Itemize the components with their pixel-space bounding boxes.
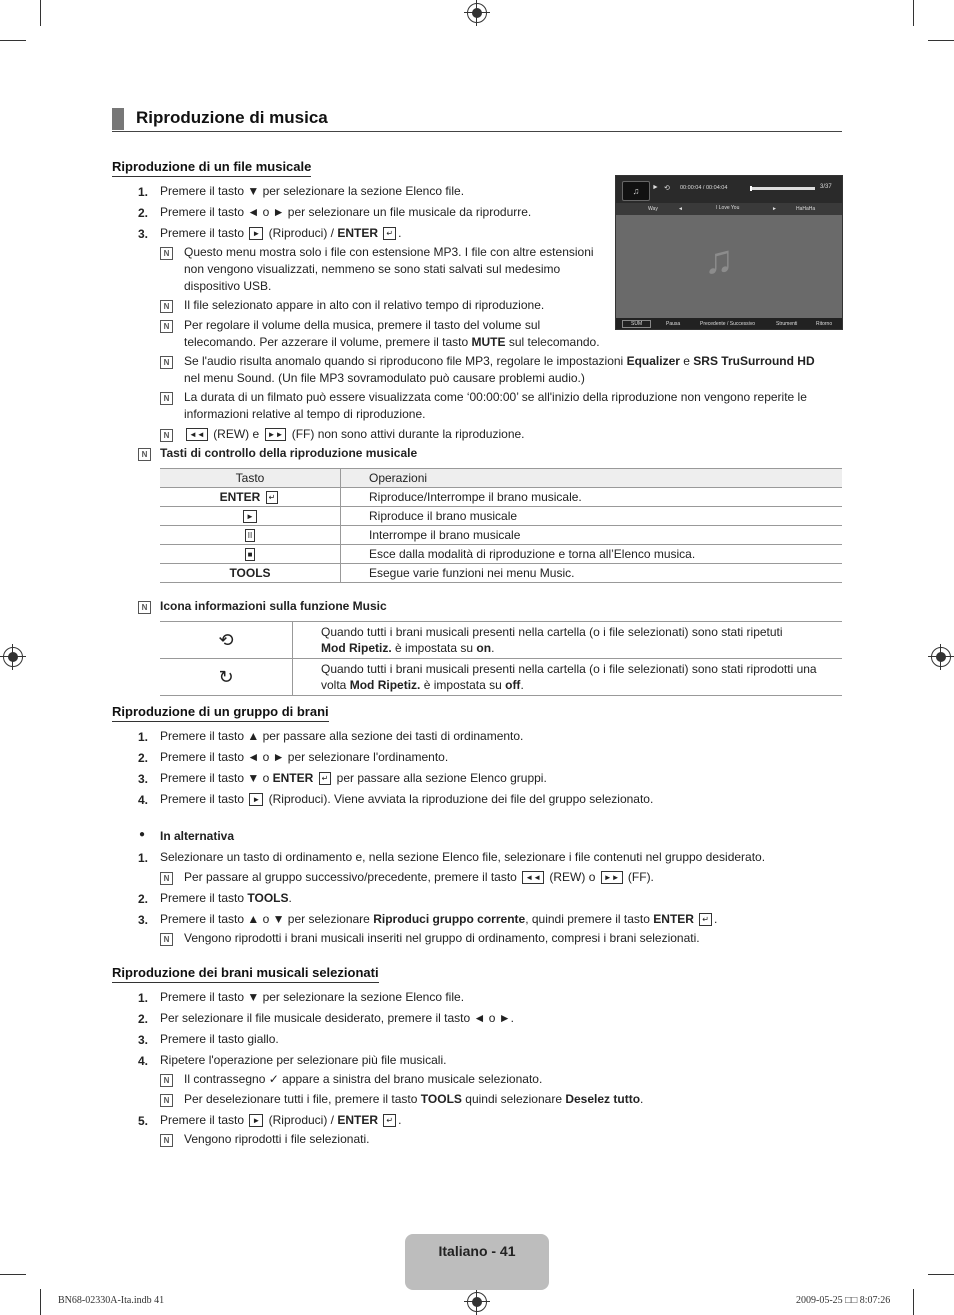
note-icon: N [160,356,173,369]
title-rule [112,131,842,132]
table-row [160,622,842,659]
music-disc-icon: ♫ [622,181,650,201]
registration-mark-icon [467,3,487,23]
step-number: 1. [138,185,149,199]
music-info-icons-table [160,621,842,696]
sum-badge: SUM [622,320,651,328]
table-row [160,659,842,696]
option-label: Riproduci gruppo corrente [373,912,526,926]
srs-label: SRS TruSurround HD [693,354,815,368]
text: (REW) o [549,870,596,884]
section-heading: Riproduzione di un gruppo di brani [112,704,329,722]
enter-label: ENTER [653,912,694,926]
registration-mark-icon [931,647,951,667]
date-slug: 2009-05-25 □□ 8:07:26 [796,1295,891,1306]
section-heading: Riproduzione dei brani musicali selezionati [112,965,379,983]
note-text [184,353,844,387]
note-icon: N [160,872,173,885]
note-icon: N [160,1134,173,1147]
step-number: 1. [138,851,149,865]
text: (REW) e [213,427,260,441]
step-number: 2. [138,751,149,765]
player-bottom-bar [616,318,842,329]
text: Per passare al gruppo successivo/precedente, premere il tasto [184,870,517,884]
note-icon: N [160,300,173,313]
text: (FF). [627,870,654,884]
line: Mod Ripetiz. è impostata su on. [321,641,495,655]
step-text: Premere il tasto ◄ o ► per selezionare un file musicale da riprodurre. [160,205,532,219]
text: appare a sinistra del brano musicale selezionato. [282,1072,543,1086]
text: , quindi premere il tasto [525,912,650,926]
mute-label: MUTE [471,335,506,349]
text: (Riproduci) / [268,226,334,240]
line: non vengono visualizzati, nemmeno se sono stati salvati sul medesimo [184,262,561,276]
section-heading: Riproduzione di un file musicale [112,159,311,177]
step-text: Premere il tasto ◄ o ► per selezionare l'ordinamento. [160,750,449,764]
play-key-icon: ► [249,793,263,806]
control-keys-table [160,468,842,583]
table-row [160,488,842,507]
music-player-screenshot [615,175,843,330]
music-note-icon: ♫ [704,238,734,282]
table-cell: Interrompe il brano musicale [341,526,843,545]
step-text: Premere il tasto ▲ o ▼ per selezionare Riproduci gruppo corrente, quindi premere il tasto ENTER ↵ . [160,912,718,926]
step-number: 2. [138,206,149,220]
tools-hint: Strumenti [776,321,798,327]
key-label: ENTER [219,489,261,504]
text: per passare alla sezione Elenco gruppi. [336,771,547,785]
title-bar [112,108,124,130]
note-text [184,389,844,423]
play-key-icon: ► [243,510,257,523]
step-text: Premere il tasto ► (Riproduci) / ENTER ↵ . [160,226,402,240]
step-number: 3. [138,913,149,927]
text: Premere il tasto ▼ o [160,771,270,785]
text: Premere il tasto [160,1113,245,1127]
step-text: Premere il tasto ▲ per passare alla sezione dei tasti di ordinamento. [160,729,524,743]
step-number: 3. [138,772,149,786]
tools-label: TOOLS [247,891,289,905]
rew-key-icon: ◄◄ [186,428,208,441]
table-cell: Esce dalla modalità di riproduzione e torna all’Elenco musica. [341,545,843,564]
rew-key-icon: ◄◄ [522,871,544,884]
current-track: I Love You [716,205,740,211]
table-row [160,526,842,545]
step-text [160,770,547,787]
step-number: 1. [138,730,149,744]
enter-key-icon: ↵ [699,913,712,926]
note-icon: N [160,320,173,333]
player-top-bar [616,176,842,203]
step-text: Ripetere l'operazione per selezionare più file musicali. [160,1053,447,1067]
page-title: Riproduzione di musica [136,108,328,127]
step-number: 5. [138,1114,149,1128]
repeat-icon: ⟲ [664,185,670,192]
table-cell [160,526,341,545]
enter-key-icon: ↵ [266,491,279,504]
registration-mark-icon [3,647,23,667]
note-icon: N [160,1094,173,1107]
play-key-icon: ► [249,1114,263,1127]
text: Premere il tasto [160,891,245,905]
note-icon: N [138,601,151,614]
prev-track: Way [648,206,658,212]
return-hint: Ritorno [816,321,833,327]
repeat-off-icon: ↻ [160,659,293,696]
left-arrow-icon: ◄ [678,206,683,212]
step-text: Selezionare un tasto di ordinamento e, nella sezione Elenco file, selezionare i file contenuti nel gruppo desiderato. [160,850,766,864]
enter-label: ENTER [272,771,314,785]
line: Quando tutti i brani musicali presenti nella cartella (o i file selezionati) sono stati riprodotti una [321,662,817,676]
table-row [160,545,842,564]
text: Premere il tasto ▲ o ▼ per selezionare [160,912,370,926]
text: Se l'audio risulta anomalo quando si riproducono file MP3, regolare le impostazioni [184,354,624,368]
step-number: 4. [138,1054,149,1068]
enter-key-icon: ↵ [319,772,332,785]
note-text: Il file selezionato appare in alto con il relativo tempo di riproduzione. [184,298,545,312]
crop-mark [40,1289,41,1315]
page-number-tab [405,1234,549,1290]
text: sul telecomando. [508,335,600,349]
line [184,334,600,351]
table-title: Icona informazioni sulla funzione Music [160,599,387,613]
ff-key-icon: ►► [601,871,623,884]
note-text [184,244,594,295]
table-header: Tasto [160,469,341,488]
note-icon: N [160,933,173,946]
crop-mark [0,40,26,41]
text: è impostata su [395,641,474,655]
text: Il contrassegno [184,1072,266,1086]
value-label: off [505,678,521,692]
prev-next-hint: Precedente / Successivo [700,321,756,327]
enter-key-icon: ↵ [383,1114,396,1127]
step-text: Premere il tasto ► (Riproduci) / ENTER ↵ . [160,1113,402,1127]
track-count: 3/37 [820,184,832,190]
step-number: 4. [138,793,149,807]
table-cell [293,622,843,659]
note-text: Vengono riprodotti i brani musicali inseriti nel gruppo di ordinamento, compresi i brani selezionati. [184,931,700,945]
line: volta Mod Ripetiz. è impostata su off. [321,678,524,692]
key-label: TOOLS [229,566,271,580]
table-cell [160,564,341,583]
file-slug: BN68-02330A-Ita.indb 41 [58,1295,165,1306]
checkmark-icon: ✓ [268,1072,279,1086]
repeat-on-icon: ⟲ [160,622,293,659]
crop-mark [913,1289,914,1315]
pause-key-icon: II [245,529,255,542]
progress-bar [750,187,815,190]
play-status-icon: ► [652,184,659,191]
table-row [160,507,842,526]
crop-mark [928,1274,954,1275]
text: Premere il tasto [160,792,245,806]
text: e [683,354,690,368]
step-number: 3. [138,227,149,241]
step-number: 1. [138,991,149,1005]
text: quindi selezionare [465,1092,562,1106]
alternative-label: In alternativa [160,829,235,843]
stop-key-icon: ■ [245,548,256,561]
crop-mark [913,0,914,26]
enter-key-icon: ↵ [383,227,396,240]
table-cell [293,659,843,696]
note-icon: N [160,247,173,260]
equalizer-label: Equalizer [626,354,680,368]
note-icon: N [160,1074,173,1087]
table-cell: Riproduce il brano musicale [341,507,843,526]
table-header: Operazioni [341,469,843,488]
line [184,353,844,370]
table-cell [160,545,341,564]
line: Questo menu mostra solo i file con estensione MP3. I file con altre estensioni [184,245,594,259]
note-text [184,1071,542,1088]
text: . [640,1092,644,1106]
crop-mark [0,1274,26,1275]
mode-label: Mod Ripetiz. [321,641,392,655]
text: Premere il tasto [160,226,245,240]
text: . [288,891,292,905]
step-number: 3. [138,1033,149,1047]
note-text [184,317,600,351]
line: nel menu Sound. (Un file MP3 sovramodulato può causare problemi audio.) [184,371,585,385]
note-text [184,1091,643,1108]
line: dispositivo USB. [184,279,272,293]
play-time: 00:00:04 / 00:04:04 [680,185,728,191]
value-label: on [476,641,492,655]
note-icon: N [160,429,173,442]
text: (Riproduci) / [268,1113,334,1127]
note-icon: N [138,448,151,461]
table-cell: Esegue varie funzioni nei menu Music. [341,564,843,583]
table-title: Tasti di controllo della riproduzione musicale [160,446,418,460]
table-row [160,564,842,583]
page-number: Italiano - 41 [438,1243,516,1259]
enter-label: ENTER [337,1113,379,1127]
step-number: 2. [138,892,149,906]
track-strip [616,203,842,215]
step-text: Premere il tasto ▼ per selezionare la sezione Elenco file. [160,184,465,198]
step-number: 2. [138,1012,149,1026]
next-track: HaHaHa [796,206,816,212]
registration-mark-icon [467,1292,487,1312]
step-text: Per selezionare il file musicale desiderato, premere il tasto ◄ o ►. [160,1011,514,1025]
enter-label: ENTER [337,226,379,240]
text: (Riproduci). Viene avviata la riproduzione dei file del gruppo selezionato. [268,792,654,806]
line: Quando tutti i brani musicali presenti nella cartella (o i file selezionati) sono stati ripetuti [321,625,783,639]
line: Per regolare il volume della musica, premere il tasto del volume sul [184,318,541,332]
text: (FF) non sono attivi durante la riproduzione. [291,427,525,441]
text: è impostata su [423,678,502,692]
pause-hint: Pausa [666,321,681,327]
note-text [184,869,654,886]
right-arrow-icon: ► [772,206,777,212]
line: La durata di un filmato può essere visualizzata come ‘00:00:00’ se all'inizio della riproduzione non vengono reperite le [184,390,807,404]
play-key-icon: ► [249,227,263,240]
option-label: Deselez tutto [565,1092,641,1106]
mode-label: Mod Ripetiz. [349,678,421,692]
step-text [160,791,653,808]
crop-mark [40,0,41,26]
note-text [184,426,525,443]
step-text: Premere il tasto giallo. [160,1032,279,1046]
ff-key-icon: ►► [265,428,287,441]
table-cell: Riproduce/Interrompe il brano musicale. [341,488,843,507]
table-header-row [160,469,842,488]
table-cell [160,507,341,526]
step-text [160,890,292,907]
tools-label: TOOLS [420,1092,462,1106]
crop-mark [928,40,954,41]
note-icon: N [160,392,173,405]
bullet-icon: ● [139,829,146,840]
progress-marker [750,186,752,191]
note-text: Vengono riprodotti i file selezionati. [184,1132,370,1146]
line: informazioni relative al tempo di riproduzione. [184,407,426,421]
text: Per deselezionare tutti i file, premere il tasto [184,1092,418,1106]
step-text: Premere il tasto ▼ per selezionare la sezione Elenco file. [160,990,465,1004]
table-cell [160,488,341,507]
text: volta [321,678,347,692]
text: telecomando. Per azzerare il volume, premere il tasto [184,335,469,349]
